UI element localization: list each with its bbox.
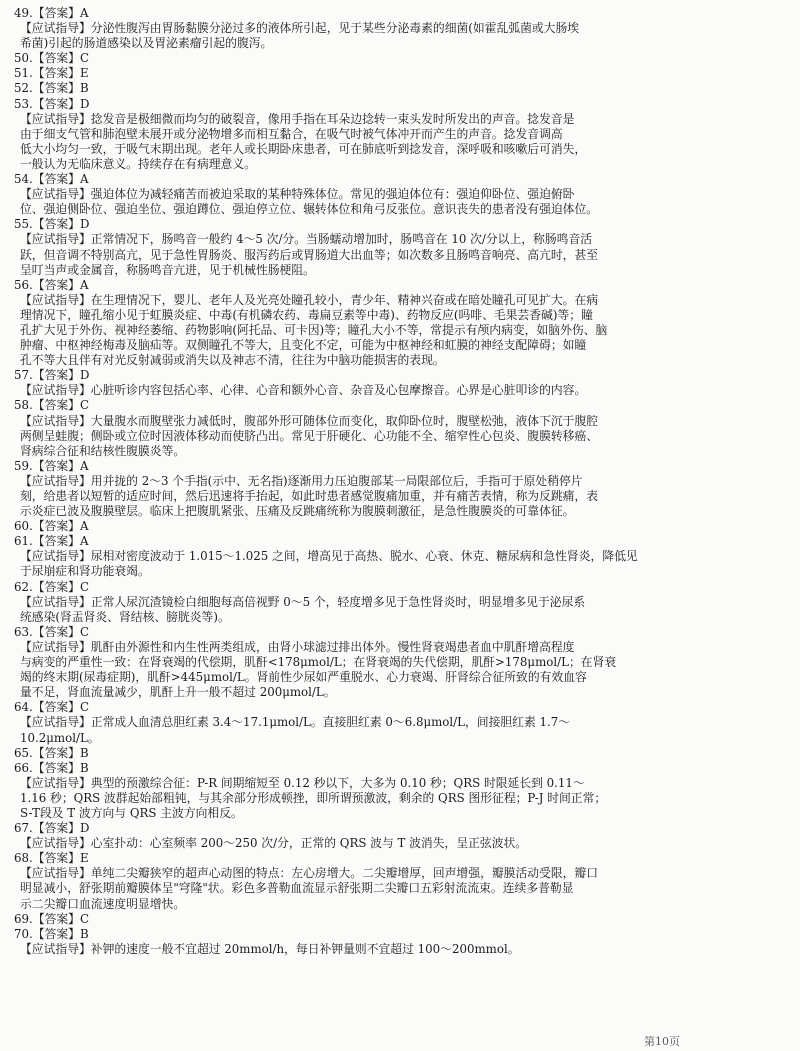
guide-line: 【应试指导】典型的预激综合征：P-R 间期缩短至 0.12 秒以下，大多为 0.10 秒；QRS 时限延长到 0.11～	[20, 775, 585, 790]
answer-line	[14, 821, 786, 836]
guide-line: 肾病综合征和结核性腹膜炎等。	[20, 443, 186, 458]
answer-entry	[14, 912, 786, 927]
guide-line: 跃，但音调不特别高亢，见于急性胃肠炎、服泻药后或胃肠道大出血等；如次数多且肠鸣音响亮、高亢时，甚至	[20, 247, 599, 262]
question-number: 70.	[14, 926, 33, 941]
guide-paragraph	[14, 549, 786, 579]
answer-line	[14, 81, 786, 96]
guide-line: 于尿崩症和肾功能衰竭。	[20, 564, 150, 579]
answer-entry	[14, 534, 786, 579]
guide-line: 【应试指导】正常人尿沉渣镜检白细胞每高倍视野 0～5 个，轻度增多见于急性肾炎时，明显增多见于泌尿系	[20, 594, 586, 609]
guide-line: 【应试指导】捻发音是极细微而均匀的破裂音，像用手指在耳朵边捻转一束头发时所发出的声音。捻发音是	[20, 111, 575, 126]
answer-line	[14, 700, 786, 715]
answer-line	[14, 761, 786, 776]
answer-label: 【答案】B	[32, 926, 89, 941]
answer-line	[14, 66, 786, 81]
guide-paragraph	[14, 836, 786, 851]
question-number: 62.	[14, 579, 33, 594]
answer-entry	[14, 368, 786, 398]
guide-paragraph	[14, 866, 786, 911]
guide-paragraph	[14, 232, 786, 277]
guide-paragraph	[14, 383, 786, 398]
question-number: 61.	[14, 534, 33, 549]
answer-entry	[14, 81, 786, 96]
question-number: 49.	[14, 6, 33, 20]
guide-paragraph	[14, 942, 786, 957]
answer-line	[14, 927, 786, 942]
guide-line: 明显减小，舒张期前瓣膜体呈"穹隆"状。彩色多普勒血流显示舒张期二尖瓣口五彩射流流束。连续多普勒显	[20, 881, 574, 896]
question-number: 66.	[14, 760, 33, 775]
answer-label: 【答案】C	[32, 624, 89, 639]
answer-line	[14, 459, 786, 474]
answer-label: 【答案】D	[32, 217, 90, 232]
answer-label: 【答案】A	[32, 519, 89, 534]
guide-line: 一般认为无临床意义。持续存在有病理意义。	[20, 156, 256, 171]
question-number: 59.	[14, 458, 33, 473]
answer-line	[14, 625, 786, 640]
guide-paragraph	[14, 21, 786, 51]
guide-line: 肿瘤、中枢神经梅毒及脑疝等。双侧瞳孔不等大，且变化不定，可能为中枢神经和虹膜的神经支配障碍；如瞳	[20, 338, 587, 353]
answer-entry	[14, 821, 786, 851]
answer-line	[14, 519, 786, 534]
guide-paragraph	[14, 293, 786, 368]
question-number: 52.	[14, 81, 33, 96]
question-number: 63.	[14, 624, 33, 639]
answer-line	[14, 172, 786, 187]
guide-line: 竭的终末期(尿毒症期)，肌酐>445μmol/L。肾前性少尿如严重脱水、心力衰竭、肝肾综合征所致的有效血容	[20, 670, 587, 685]
answer-entry	[14, 51, 786, 66]
guide-paragraph	[14, 595, 786, 625]
question-number: 56.	[14, 277, 33, 292]
answer-label: 【答案】D	[32, 96, 90, 111]
answer-label: 【答案】A	[32, 172, 89, 187]
answer-entry	[14, 66, 786, 81]
answer-entry	[14, 625, 786, 700]
answer-entry	[14, 278, 786, 369]
answer-label: 【答案】C	[32, 700, 89, 715]
guide-line: 量不足，肾血流量减少，肌酐上升一般不超过 200μmol/L。	[20, 685, 336, 700]
page-footer: 第10页	[644, 1034, 680, 1048]
answer-entry	[14, 459, 786, 519]
answer-entry	[14, 761, 786, 821]
guide-line: 【应试指导】在生理情况下，婴儿、老年人及光亮处瞳孔较小，青少年、精神兴奋或在暗处瞳孔可见扩大。在病	[20, 292, 599, 307]
guide-line: 【应试指导】补钾的速度一般不宜超过 20mmol/h，每日补钾量则不宜超过 100～200mmol。	[20, 941, 520, 956]
guide-line: 示二尖瓣口血流速度明显增快。	[20, 896, 186, 911]
guide-paragraph	[14, 474, 786, 519]
answer-label: 【答案】E	[32, 66, 89, 81]
question-number: 53.	[14, 96, 33, 111]
guide-line: 低大小均匀一致，于吸气末期出现。老年人或长期卧床患者，可在肺底听到捻发音，深呼吸和咳嗽后可消失，	[20, 141, 587, 156]
answer-label: 【答案】B	[32, 81, 89, 96]
guide-line: 孔不等大且伴有对光反射减弱或消失以及神志不清，往往为中脑功能损害的表现。	[20, 353, 445, 368]
guide-line: 位、强迫侧卧位、强迫坐位、强迫蹲位、强迫停立位、辗转体位和角弓反张位。意识丧失的患者没有强迫体位。	[20, 202, 599, 217]
question-number: 65.	[14, 745, 33, 760]
question-number: 57.	[14, 368, 33, 383]
guide-line: 与病变的严重性一致：在肾衰竭的代偿期，肌酐<178μmol/L；在肾衰竭的失代偿期，肌酐>178μmol/L；在肾衰	[20, 655, 617, 670]
answer-entry	[14, 927, 786, 957]
answer-line	[14, 368, 786, 383]
answer-label: 【答案】E	[32, 851, 89, 866]
guide-line: 刻，给患者以短暂的适应时间，然后迅速将手抬起，如此时患者感觉腹痛加重，并有痛苦表情，称为反跳痛，表	[20, 489, 599, 503]
answer-entry	[14, 851, 786, 911]
answer-label: 【答案】A	[32, 277, 89, 292]
answer-line	[14, 6, 786, 21]
guide-line: 孔扩大见于外伤、视神经萎缩、药物影响(阿托品、可卡因)等；瞳孔大小不等，常提示有颅内病变，如脑外伤、脑	[20, 322, 608, 337]
answer-label: 【答案】C	[32, 51, 89, 66]
guide-line: 【应试指导】用并拢的 2～3 个手指(示中、无名指)逐渐用力压迫腹部某一局限部位后，手指可于原处稍停片	[20, 473, 583, 488]
guide-line: 【应试指导】心室扑动：心室频率 200～250 次/分，正常的 QRS 波与 T 波消失，呈正弦波状。	[20, 836, 528, 851]
guide-paragraph	[14, 715, 786, 745]
answer-entry	[14, 97, 786, 172]
guide-paragraph	[14, 776, 786, 821]
answer-line	[14, 912, 786, 927]
answer-label: 【答案】A	[32, 458, 89, 473]
answer-entry	[14, 580, 786, 625]
answer-label: 【答案】B	[32, 760, 89, 775]
answer-entry	[14, 700, 786, 745]
guide-line: 示炎症已波及腹膜壁层。临床上把腹肌紧张、压痛及反跳痛统称为腹膜刺激征，是急性腹膜炎的可靠体征。	[20, 504, 575, 519]
answer-list	[14, 6, 786, 957]
question-number: 51.	[14, 66, 33, 81]
answer-line	[14, 580, 786, 595]
guide-line: 【应试指导】心脏听诊内容包括心率、心律、心音和额外心音、杂音及心包摩擦音。心界是心脏叩诊的内容。	[20, 383, 587, 398]
answer-entry	[14, 6, 786, 51]
guide-line: 呈叮当声或金属音，称肠鸣音亢进，见于机械性肠梗阻。	[20, 262, 315, 277]
guide-line: 【应试指导】单纯二尖瓣狭窄的超声心动图的特点：左心房增大。二尖瓣增厚，回声增强，瓣膜活动受限，瓣口	[20, 866, 599, 881]
answer-line	[14, 746, 786, 761]
question-number: 68.	[14, 851, 33, 866]
answer-label: 【答案】C	[32, 911, 89, 926]
question-number: 54.	[14, 172, 33, 187]
question-number: 69.	[14, 911, 33, 926]
answer-entry	[14, 519, 786, 534]
answer-label: 【答案】D	[32, 821, 90, 836]
guide-line: 由于细支气管和肺泡壁未展开或分泌物增多而相互黏合，在吸气时被气体冲开而产生的声音。捻发音调高	[20, 126, 563, 141]
answer-label: 【答案】A	[32, 6, 89, 20]
guide-line: 【应试指导】尿相对密度波动于 1.015～1.025 之间，增高见于高热、脱水、心衰、休克、糖尿病和急性肾炎，降低见	[20, 549, 638, 564]
answer-line	[14, 97, 786, 112]
answer-label: 【答案】B	[32, 745, 89, 760]
guide-line: 【应试指导】大量腹水而腹壁张力减低时，腹部外形可随体位而变化，取仰卧位时，腹壁松弛，液体下沉于腹腔	[20, 413, 599, 428]
answer-label: 【答案】C	[32, 398, 89, 413]
question-number: 58.	[14, 398, 33, 413]
guide-line: S-T段及 T 波方向与 QRS 主波方向相反。	[20, 805, 243, 820]
guide-line: 【应试指导】正常成人血清总胆红素 3.4～17.1μmol/L。直接胆红素 0～6.8μmol/L，间接胆红素 1.7～	[20, 715, 571, 730]
answer-line	[14, 278, 786, 293]
guide-line: 【应试指导】强迫体位为减轻痛苦而被迫采取的某种特殊体位。常见的强迫体位有：强迫仰卧位、强迫俯卧	[20, 187, 575, 202]
guide-line: 统感染(肾盂肾炎、肾结核、膀胱炎等)。	[20, 609, 230, 624]
answer-label: 【答案】A	[32, 534, 89, 549]
guide-paragraph	[14, 640, 786, 700]
answer-line	[14, 534, 786, 549]
answer-entry	[14, 172, 786, 217]
answer-line	[14, 217, 786, 232]
guide-line: 希菌)引起的肠道感染以及胃泌素瘤引起的腹泻。	[20, 36, 273, 51]
answer-line	[14, 851, 786, 866]
guide-line: 1.16 秒；QRS 波群起始部粗钝，与其余部分形成顿挫，即所谓预激波，剩余的 QRS 图形征程；P-J 时间正常；	[20, 790, 607, 805]
question-number: 50.	[14, 51, 33, 66]
guide-paragraph	[14, 187, 786, 217]
guide-line: 两侧呈蛙腹；侧卧或立位时因液体移动而使脐凸出。常见于肝硬化、心功能不全、缩窄性心包炎、腹膜转移癌、	[20, 428, 599, 443]
guide-line: 理情况下，瞳孔缩小见于虹膜炎症、中毒(有机磷农药、毒扁豆素等中毒)、药物反应(吗啡、毛果芸香碱)等；瞳	[20, 307, 593, 322]
guide-paragraph	[14, 414, 786, 459]
guide-line: 【应试指导】肌酐由外源性和内生性两类组成，由肾小球滤过排出体外。慢性肾衰竭患者血中肌酐增高程度	[20, 639, 575, 654]
answer-label: 【答案】C	[32, 579, 89, 594]
answer-line	[14, 51, 786, 66]
answer-entry	[14, 746, 786, 761]
guide-line: 【应试指导】正常情况下，肠鸣音一般约 4～5 次/分。当肠蠕动增加时，肠鸣音在 10 次/分以上，称肠鸣音活	[20, 232, 593, 247]
answer-entry	[14, 217, 786, 277]
question-number: 64.	[14, 700, 33, 715]
question-number: 55.	[14, 217, 33, 232]
guide-line: 【应试指导】分泌性腹泻由胃肠黏膜分泌过多的液体所引起，见于某些分泌毒素的细菌(如霍乱弧菌或大肠埃	[20, 21, 580, 36]
question-number: 67.	[14, 821, 33, 836]
guide-line: 10.2μmol/L。	[20, 730, 100, 745]
answer-line	[14, 398, 786, 413]
answer-entry	[14, 398, 786, 458]
question-number: 60.	[14, 519, 33, 534]
guide-paragraph	[14, 112, 786, 172]
answer-label: 【答案】D	[32, 368, 90, 383]
